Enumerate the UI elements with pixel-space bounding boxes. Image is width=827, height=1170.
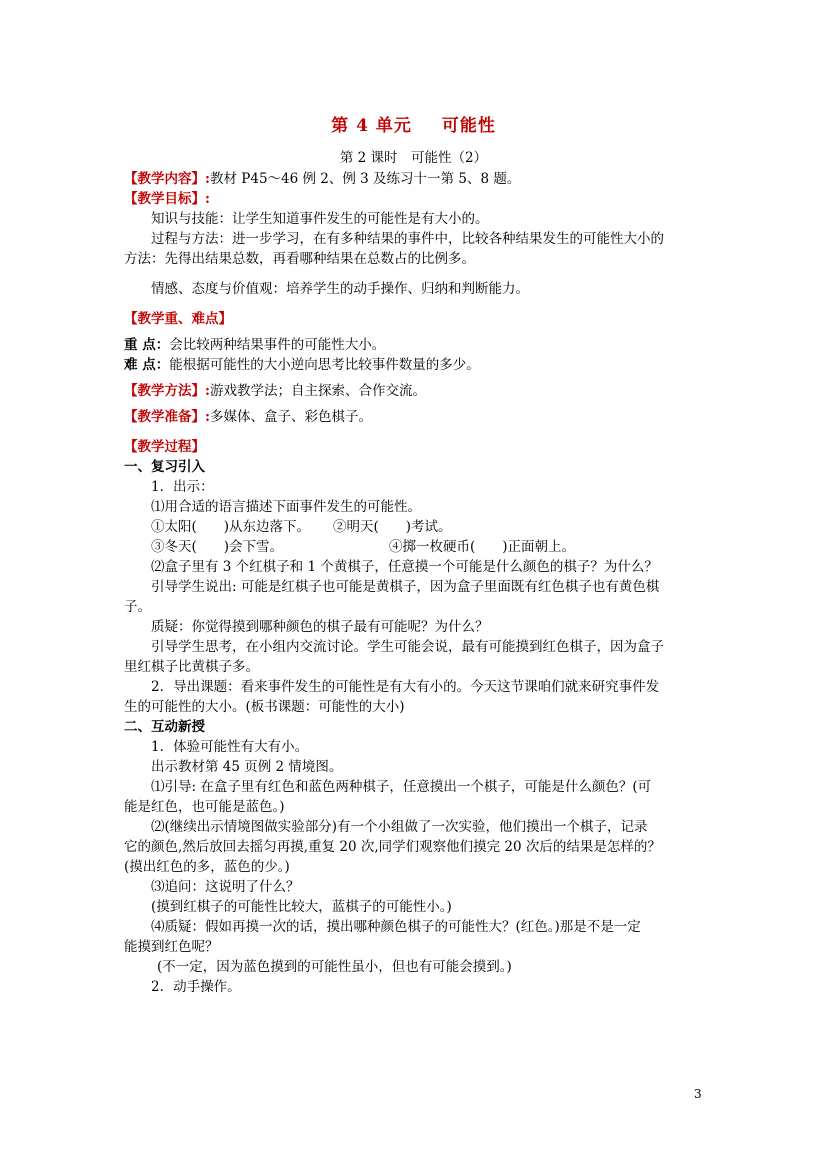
key-heading: [124, 309, 706, 329]
lesson-subtitle: 第 2 课时 可能性（2）: [339, 150, 488, 166]
goals-heading: [124, 189, 706, 209]
section-label: 【教学目标】:: [124, 191, 210, 207]
paragraph: 情感、态度与价值观：培养学生的动手操作、归纳和判断能力。: [151, 281, 529, 297]
paragraph: 能摸到红色呢？: [124, 939, 219, 955]
unit-label: 第 4 单元: [331, 116, 412, 136]
paragraph: ⑷质疑：假如再摸一次的话，摸出哪种颜色棋子的可能性大？(红色。)那是不是一定: [151, 919, 641, 935]
paragraph: 出示教材第 45 页例 2 情境图。: [151, 759, 343, 775]
prep-line: 【教学准备】:多媒体、盒子、彩色棋子。: [124, 409, 372, 425]
section-label: 【教学重、难点】: [124, 311, 232, 327]
section-label: 【教学过程】: [124, 439, 205, 455]
paragraph: ⑴引导: 在盒子里有红色和蓝色两种棋子，任意摸出一个棋子，可能是什么颜色？(可: [151, 779, 652, 795]
paragraph: 它的颜色,然后放回去摇匀再摸,重复 20 次,同学们观察他们摸完 20 次后的结果是怎样的？: [124, 839, 661, 855]
section-heading: 二、互动新授: [124, 719, 205, 735]
paragraph: ⑵(继续出示情境图做实验部分)有一个小组做了一次实验，他们摸出一个棋子，记录: [151, 819, 648, 835]
paragraph: (摸出红色的多，蓝色的少。): [124, 859, 290, 875]
paragraph: ⑵盒子里有 3 个红棋子和 1 个黄棋子，任意摸一个可能是什么颜色的棋子？为什么？: [151, 559, 658, 575]
difficulty-line: 难 点：能根据可能性的大小逆向思考比较事件数量的多少。: [124, 357, 480, 373]
paragraph: 生的可能性的大小。(板书课题：可能性的大小): [124, 699, 405, 715]
page-number: 3: [694, 1087, 702, 1101]
question-row: ①太阳( )从东边落下。 ②明天( )考试。: [151, 519, 452, 535]
paragraph: 知识与技能：让学生知道事件发生的可能性是有大小的。: [151, 211, 489, 227]
paragraph: 能是红色，也可能是蓝色。): [124, 799, 285, 815]
page-title: [0, 111, 827, 136]
process-heading: [124, 437, 706, 457]
focus-line: 重 点：会比较两种结果事件的可能性大小。: [124, 337, 386, 353]
paragraph: 里红棋子比黄棋子多。: [124, 659, 259, 675]
paragraph: 引导学生说出: 可能是红棋子也可能是黄棋子，因为盒子里面既有红色棋子也有黄色棋: [151, 579, 660, 595]
section-label: 【教学内容】:: [124, 171, 210, 187]
paragraph: 子。: [124, 599, 151, 615]
section-heading: 一、复习引入: [124, 459, 205, 475]
paragraph: ⑶追问：这说明了什么？: [151, 879, 300, 895]
paragraph: (摸到红棋子的可能性比较大，蓝棋子的可能性小。): [151, 899, 452, 915]
section-label: 【教学准备】:: [124, 409, 210, 425]
paragraph: 1．体验可能性有大有小。: [151, 739, 309, 755]
paragraph: 质疑：你觉得摸到哪种颜色的棋子最有可能呢？为什么？: [151, 619, 489, 635]
paragraph: 引导学生思考，在小组内交流讨论。学生可能会说，最有可能摸到红色棋子，因为盒子: [151, 639, 664, 655]
document-body: [124, 169, 706, 997]
paragraph: 过程与方法：进一步学习，在有多种结果的事件中，比较各种结果发生的可能性大小的: [151, 231, 664, 247]
section-label: 【教学方法】:: [124, 383, 210, 399]
paragraph: (不一定，因为蓝色摸到的可能性虽小，但也有可能会摸到。): [157, 959, 512, 975]
paragraph: 1．出示：: [151, 479, 214, 495]
paragraph: 2．动手操作。: [151, 979, 241, 995]
paragraph: 方法：先得出结果总数，再看哪种结果在总数占的比例多。: [124, 251, 475, 267]
method-line: 【教学方法】:游戏教学法；自主探索、合作交流。: [124, 383, 426, 399]
paragraph: 2．导出课题：看来事件发生的可能性是有大有小的。今天这节课咱们就来研究事件发: [151, 679, 660, 695]
content-line: 【教学内容】:教材 P45～46 例 2、例 3 及练习十一第 5、8 题。: [124, 171, 521, 187]
question-row: ③冬天( )会下雪。 ④掷一枚硬币( )正面朝上。: [151, 539, 576, 555]
paragraph: ⑴用合适的语言描述下面事件发生的可能性。: [151, 499, 421, 515]
unit-topic: 可能性: [441, 116, 496, 136]
